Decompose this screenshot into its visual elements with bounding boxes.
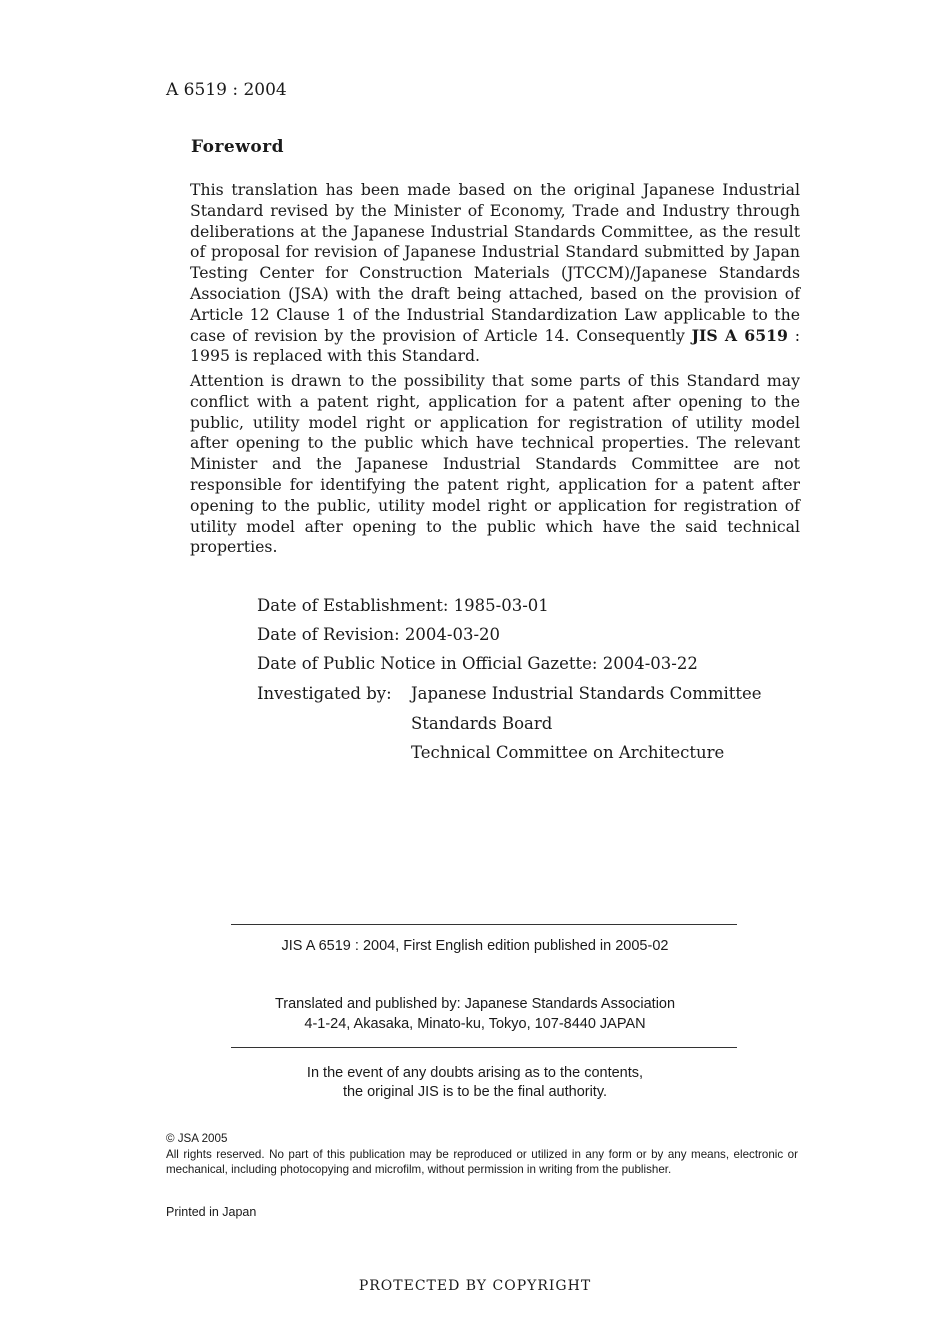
authority-line-1: In the event of any doubts arising as to the contents, bbox=[306, 1065, 644, 1081]
document-code: A 6519 : 2004 bbox=[166, 80, 287, 100]
authority-line-2: the original JIS is to be the final authority. bbox=[342, 1084, 608, 1100]
foreword-paragraph-1-end: : 1995 is replaced with this Standard. bbox=[190, 325, 801, 366]
printed-in: Printed in Japan bbox=[166, 1205, 257, 1219]
date-of-establishment: Date of Establishment: 1985-03-01 bbox=[257, 596, 549, 615]
address-line: 4-1-24, Akasaka, Minato-ku, Tokyo, 107-8440 JAPAN bbox=[304, 1016, 646, 1032]
date-of-public-notice: Date of Public Notice in Official Gazette: 2004-03-22 bbox=[257, 654, 698, 673]
edition-line: JIS A 6519 : 2004, First English edition published in 2005-02 bbox=[281, 938, 669, 954]
investigated-by-technical-committee: Technical Committee on Architecture bbox=[411, 743, 725, 762]
publisher-line: Translated and published by: Japanese Standards Association bbox=[274, 996, 676, 1012]
foreword-paragraph-2: Attention is drawn to the possibility that some parts of this Standard may conflict with a patent right, application for a patent after opening to the public, utility model right or application for registration of utility model after opening to the public which have technical properties. The relevant Minister and the Japanese Industrial Standards Committee are not responsible for identifying the patent right, application for a patent after opening to the public, utility model right or application for registration of utility model after opening to the public which have the said technical properties. bbox=[190, 371, 800, 557]
copyright-line: © JSA 2005 bbox=[166, 1132, 228, 1145]
standard-reference: JIS A 6519 bbox=[691, 325, 788, 345]
foreword-heading: Foreword bbox=[191, 137, 285, 157]
legal-notice bbox=[166, 1131, 798, 1178]
investigated-by-label: Investigated by: bbox=[257, 684, 392, 703]
divider-bottom bbox=[231, 1047, 737, 1048]
divider-top bbox=[231, 924, 737, 925]
foreword-paragraph-1-text: This translation has been made based on the original Japanese Industrial Standard revised by the Minister of Economy, Trade and Industry through deliberations at the Japanese Industrial Standards Committee, as the result of proposal for revision of Japanese Industrial Standard submitted by Japan Testing Center for Construction Materials (JTCCM)/Japanese Standards Association (JSA) with the draft being attached, based on the provision of Article 12 Clause 1 of the Industrial Standardization Law applicable to the case of revision by the provision of Article 14. Consequently bbox=[190, 180, 800, 345]
investigated-by-board: Standards Board bbox=[411, 714, 553, 733]
date-of-revision: Date of Revision: 2004-03-20 bbox=[257, 625, 501, 644]
investigated-by-committee: Japanese Industrial Standards Committee bbox=[411, 684, 762, 703]
protected-by-copyright: PROTECTED BY COPYRIGHT bbox=[358, 1278, 592, 1294]
rights-statement: All rights reserved. No part of this publication may be reproduced or utilized in any form or by any means, electronic or mechanical, including photocopying and microfilm, without permission in writing from the publisher. bbox=[166, 1147, 798, 1176]
foreword-paragraph-1 bbox=[190, 180, 800, 367]
